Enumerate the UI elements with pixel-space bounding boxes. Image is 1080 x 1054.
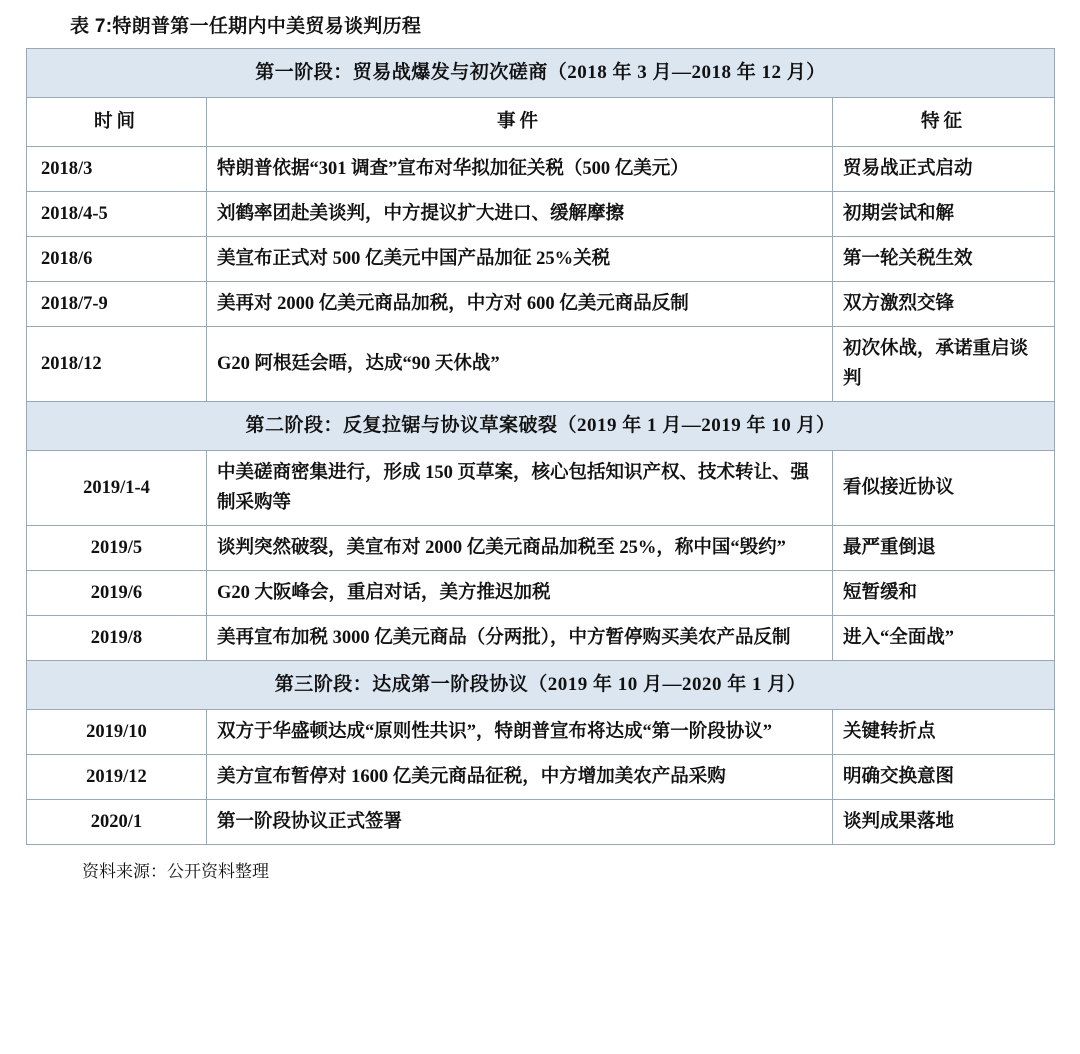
cell-event: G20 阿根廷会晤，达成“90 天休战” — [207, 327, 833, 402]
cell-feature: 最严重倒退 — [833, 526, 1055, 571]
trade-negotiation-table — [26, 48, 1055, 845]
cell-feature: 进入“全面战” — [833, 616, 1055, 661]
phase-header-row — [27, 661, 1055, 710]
source-note: 资料来源：公开资料整理 — [82, 862, 269, 881]
cell-feature: 谈判成果落地 — [833, 800, 1055, 845]
table-row — [27, 282, 1055, 327]
cell-time: 2019/5 — [27, 526, 207, 571]
cell-time: 2018/6 — [27, 237, 207, 282]
cell-time: 2018/4-5 — [27, 192, 207, 237]
cell-event: 美宣布正式对 500 亿美元中国产品加征 25%关税 — [207, 237, 833, 282]
cell-event: 特朗普依据“301 调查”宣布对华拟加征关税（500 亿美元） — [207, 147, 833, 192]
cell-time: 2018/3 — [27, 147, 207, 192]
cell-event: G20 大阪峰会，重启对话，美方推迟加税 — [207, 571, 833, 616]
cell-time: 2020/1 — [27, 800, 207, 845]
column-header-1: 事件 — [207, 98, 833, 147]
cell-event: 中美磋商密集进行，形成 150 页草案，核心包括知识产权、技术转让、强制采购等 — [207, 451, 833, 526]
table-row — [27, 327, 1055, 402]
phase-title: 第三阶段：达成第一阶段协议（2019 年 10 月—2020 年 1 月） — [27, 661, 1055, 710]
cell-event: 刘鹤率团赴美谈判，中方提议扩大进口、缓解摩擦 — [207, 192, 833, 237]
table-row — [27, 571, 1055, 616]
table-row — [27, 755, 1055, 800]
cell-feature: 短暂缓和 — [833, 571, 1055, 616]
table-row — [27, 147, 1055, 192]
cell-feature: 贸易战正式启动 — [833, 147, 1055, 192]
table-row — [27, 451, 1055, 526]
column-header-0: 时间 — [27, 98, 207, 147]
table-caption: 表 7:特朗普第一任期内中美贸易谈判历程 — [70, 16, 422, 37]
table-body — [27, 49, 1055, 845]
column-header-2: 特征 — [833, 98, 1055, 147]
cell-feature: 明确交换意图 — [833, 755, 1055, 800]
cell-event: 美方宣布暂停对 1600 亿美元商品征税，中方增加美农产品采购 — [207, 755, 833, 800]
column-header-row — [27, 98, 1055, 147]
cell-time: 2019/12 — [27, 755, 207, 800]
phase-title: 第二阶段：反复拉锯与协议草案破裂（2019 年 1 月—2019 年 10 月） — [27, 402, 1055, 451]
cell-event: 美再宣布加税 3000 亿美元商品（分两批），中方暂停购买美农产品反制 — [207, 616, 833, 661]
cell-feature: 初期尝试和解 — [833, 192, 1055, 237]
cell-feature: 看似接近协议 — [833, 451, 1055, 526]
cell-time: 2018/12 — [27, 327, 207, 402]
cell-event: 谈判突然破裂，美宣布对 2000 亿美元商品加税至 25%，称中国“毁约” — [207, 526, 833, 571]
cell-time: 2019/10 — [27, 710, 207, 755]
cell-time: 2019/1-4 — [27, 451, 207, 526]
cell-feature: 初次休战，承诺重启谈判 — [833, 327, 1055, 402]
cell-time: 2019/8 — [27, 616, 207, 661]
cell-feature: 第一轮关税生效 — [833, 237, 1055, 282]
phase-header-row — [27, 402, 1055, 451]
table-row — [27, 710, 1055, 755]
phase-header-row — [27, 49, 1055, 98]
table-row — [27, 616, 1055, 661]
table-row — [27, 192, 1055, 237]
cell-event: 美再对 2000 亿美元商品加税，中方对 600 亿美元商品反制 — [207, 282, 833, 327]
phase-title: 第一阶段：贸易战爆发与初次磋商（2018 年 3 月—2018 年 12 月） — [27, 49, 1055, 98]
table-row — [27, 800, 1055, 845]
cell-feature: 关键转折点 — [833, 710, 1055, 755]
cell-time: 2018/7-9 — [27, 282, 207, 327]
cell-event: 双方于华盛顿达成“原则性共识”，特朗普宣布将达成“第一阶段协议” — [207, 710, 833, 755]
table-row — [27, 526, 1055, 571]
table-row — [27, 237, 1055, 282]
cell-feature: 双方激烈交锋 — [833, 282, 1055, 327]
cell-time: 2019/6 — [27, 571, 207, 616]
cell-event: 第一阶段协议正式签署 — [207, 800, 833, 845]
